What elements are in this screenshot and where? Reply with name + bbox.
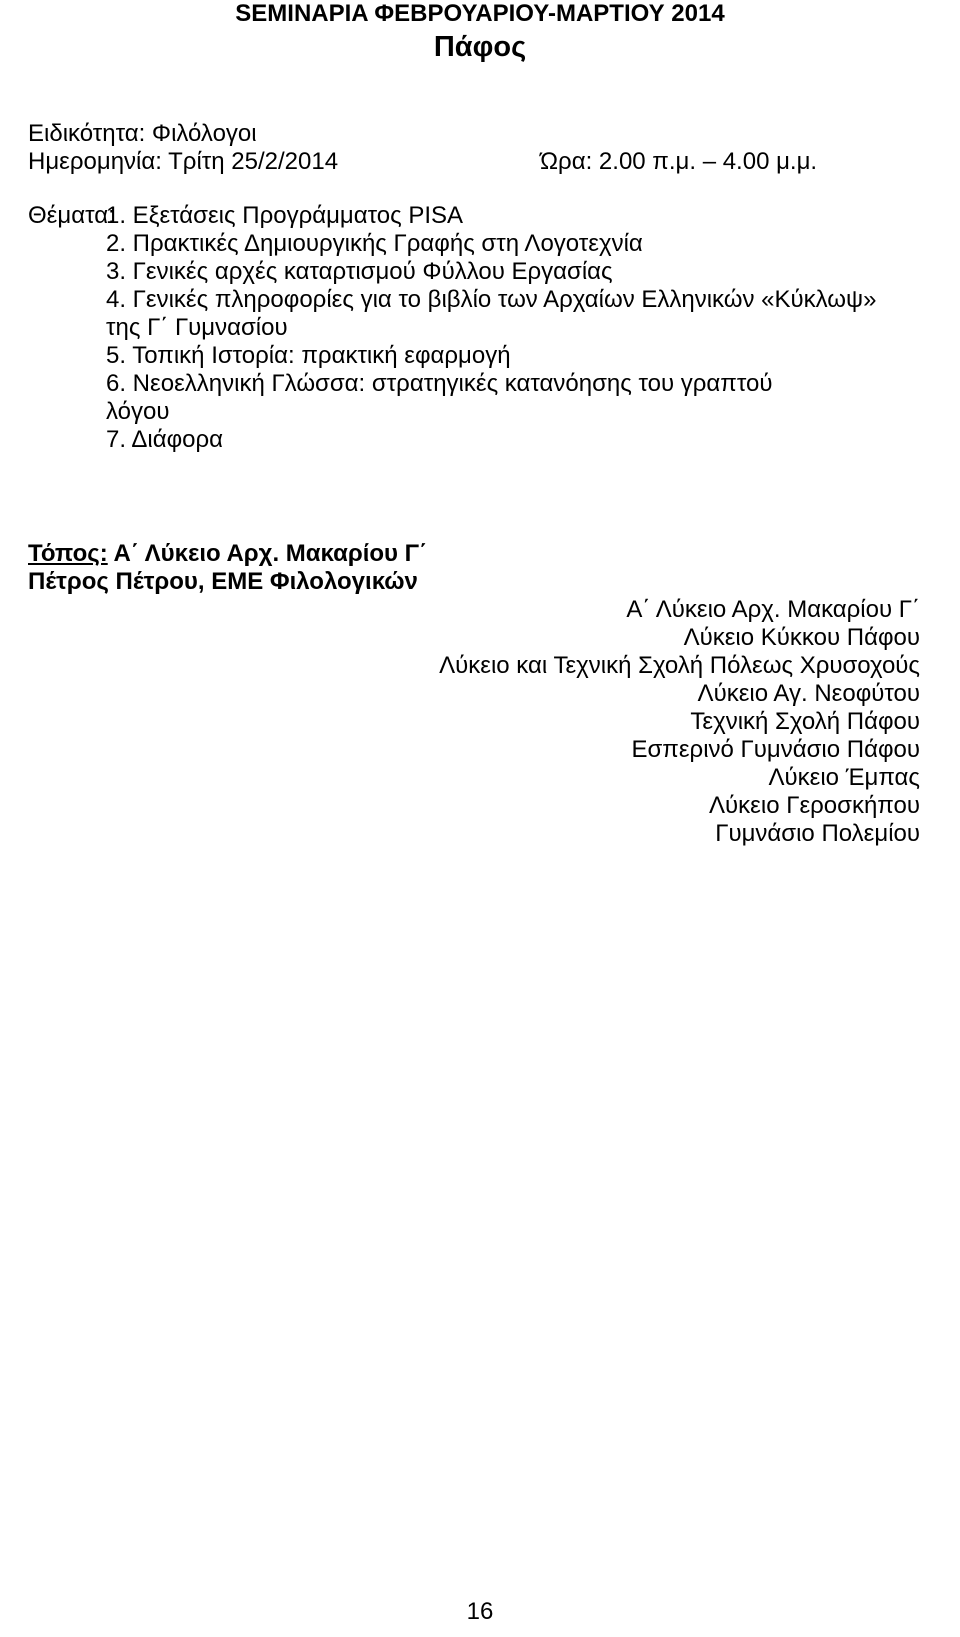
topic-item: 1. Εξετάσεις Προγράμματος PISA xyxy=(106,202,464,229)
topic-item-continuation: της Γ΄ Γυμνασίου xyxy=(106,314,288,341)
date-line: Ημερομηνία: Τρίτη 25/2/2014 xyxy=(28,148,339,175)
topic-item: 7. Διάφορα xyxy=(106,426,224,453)
school-item: Α΄ Λύκειο Αρχ. Μακαρίου Γ΄ xyxy=(626,596,920,623)
school-item: Γυμνάσιο Πολεμίου xyxy=(715,820,920,847)
school-item: Εσπερινό Γυμνάσιο Πάφου xyxy=(631,736,920,763)
school-item: Λύκειο Αγ. Νεοφύτου xyxy=(697,680,920,707)
document-subtitle: Πάφος xyxy=(433,31,527,63)
school-item: Λύκειο Γεροσκήπου xyxy=(709,792,920,819)
specialty-line: Ειδικότητα: Φιλόλογοι xyxy=(28,120,257,147)
school-item: Λύκειο Έμπας xyxy=(768,764,920,791)
school-item: Λύκειο Κύκκου Πάφου xyxy=(683,624,920,651)
venue-place: Α΄ Λύκειο Αρχ. Μακαρίου Γ΄ xyxy=(107,540,428,567)
venue-line xyxy=(28,540,427,568)
time-line: Ώρα: 2.00 π.μ. – 4.00 μ.μ. xyxy=(540,148,818,175)
topic-item: 2. Πρακτικές Δημιουργικής Γραφής στη Λογοτεχνία xyxy=(106,230,643,257)
topic-item: 5. Τοπική Ιστορία: πρακτική εφαρμογή xyxy=(106,342,511,369)
topics-label: Θέματα: xyxy=(28,202,115,229)
venue-label: Τόπος: xyxy=(28,540,108,567)
page-number: 16 xyxy=(466,1598,494,1625)
school-item: Λύκειο και Τεχνική Σχολή Πόλεως Χρυσοχούς xyxy=(439,652,920,679)
topic-item: 6. Νεοελληνική Γλώσσα: στρατηγικές κατανόησης του γραπτού xyxy=(106,370,773,397)
topic-item-continuation: λόγου xyxy=(106,398,170,425)
topic-item: 4. Γενικές πληροφορίες για το βιβλίο των Αρχαίων Ελληνικών «Κύκλωψ» xyxy=(106,286,877,313)
school-item: Τεχνική Σχολή Πάφου xyxy=(690,708,920,735)
title-text: SEMINAPIA ΦΕΒΡΟΥΑΡΙΟΥ-ΜΑΡΤΙΟΥ 2014 xyxy=(235,0,725,27)
topic-item: 3. Γενικές αρχές καταρτισμού Φύλλου Εργασίας xyxy=(106,258,613,285)
presenter-line: Πέτρος Πέτρου, ΕΜΕ Φιλολογικών xyxy=(28,568,418,595)
